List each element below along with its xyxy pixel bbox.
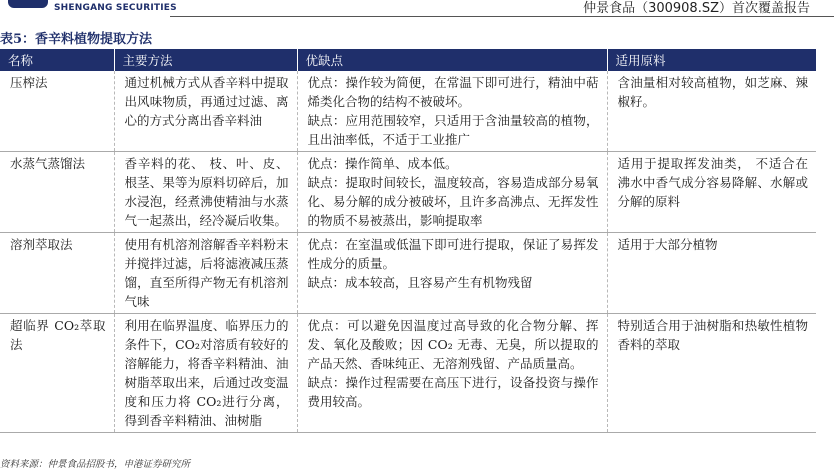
column-header-materials: 适用原料 [607, 49, 816, 71]
cons-text: 缺点：提取时间较长，温度较高，容易造成部分易氧化、易分解的成分被破坏，且许多高沸点、无挥发性的物质不易被蒸出，影响提取率 [307, 175, 599, 228]
column-header-method: 主要方法 [114, 49, 297, 71]
cell-name: 超临界 CO₂萃取法 [0, 314, 114, 433]
table-header-row [0, 49, 816, 71]
cell-materials: 适用于大部分植物 [607, 233, 816, 314]
table-row [0, 233, 816, 314]
cell-name: 压榨法 [0, 71, 114, 152]
page-header [0, 0, 834, 20]
table-title: 表5：香辛料植物提取方法 [0, 32, 153, 47]
cell-materials: 特别适合用于油树脂和热敏性植物香料的萃取 [607, 314, 816, 433]
company-logo-text: SHENGANG SECURITIES [54, 3, 177, 13]
cell-method: 香辛料的花、 枝、叶、皮、根茎、果等为原料切碎后，加水浸泡，经煮沸使精油与水蒸气一起蒸出，经冷凝后收集。 [114, 152, 297, 233]
source-note: 资料来源：仲景食品招股书，申港证券研究所 [0, 459, 191, 470]
report-title: 仲景食品（300908.SZ）首次覆盖报告 [583, 1, 810, 16]
pros-text: 优点：操作简单、成本低。 [307, 156, 458, 171]
cons-text: 缺点：操作过程需要在高压下进行，设备投资与操作费用较高。 [307, 375, 599, 409]
pros-text: 优点：可以避免因温度过高导致的化合物分解、挥发、氧化及酸败；因 CO₂ 无毒、无臭，所以提取的产品天然、香味纯正、无溶剂残留、产品质量高。 [307, 318, 599, 371]
cell-method: 使用有机溶剂溶解香辛料粉末并搅拌过滤，后将滤液减压蒸馏，直至所得产物无有机溶剂气味 [114, 233, 297, 314]
company-logo-icon [8, 0, 48, 8]
cell-pros-cons [297, 71, 607, 152]
cell-name: 水蒸气蒸馏法 [0, 152, 114, 233]
cell-materials: 含油量相对较高植物，如芝麻、辣椒籽。 [607, 71, 816, 152]
cell-name: 溶剂萃取法 [0, 233, 114, 314]
column-header-name: 名称 [0, 49, 114, 71]
column-header-pros-cons: 优缺点 [297, 49, 607, 71]
pros-text: 优点：在室温或低温下即可进行提取，保证了易挥发性成分的质量。 [307, 237, 599, 271]
extraction-methods-table [0, 49, 816, 433]
cell-materials: 适用于提取挥发油类， 不适合在沸水中香气成分容易降解、水解或分解的原料 [607, 152, 816, 233]
cell-pros-cons [297, 314, 607, 433]
header-divider [170, 16, 834, 17]
cons-text: 缺点：成本较高，且容易产生有机物残留 [307, 275, 533, 290]
cons-text: 缺点：应用范围较窄，只适用于含油量较高的植物，且出油率低，不适于工业推广 [307, 113, 599, 147]
cell-method: 通过机械方式从香辛料中提取出风味物质，再通过过滤、离心的方式分离出香辛料油 [114, 71, 297, 152]
cell-pros-cons [297, 233, 607, 314]
table-row [0, 314, 816, 433]
table-row [0, 71, 816, 152]
cell-pros-cons [297, 152, 607, 233]
pros-text: 优点：操作较为简便，在常温下即可进行，精油中萜烯类化合物的结构不被破坏。 [307, 75, 599, 109]
table-row [0, 152, 816, 233]
cell-method: 利用在临界温度、临界压力的条件下，CO₂对溶质有较好的溶解能力，将香辛料精油、油树脂萃取出来，后通过改变温度和压力将 CO₂进行分离，得到香辛料精油、油树脂 [114, 314, 297, 433]
